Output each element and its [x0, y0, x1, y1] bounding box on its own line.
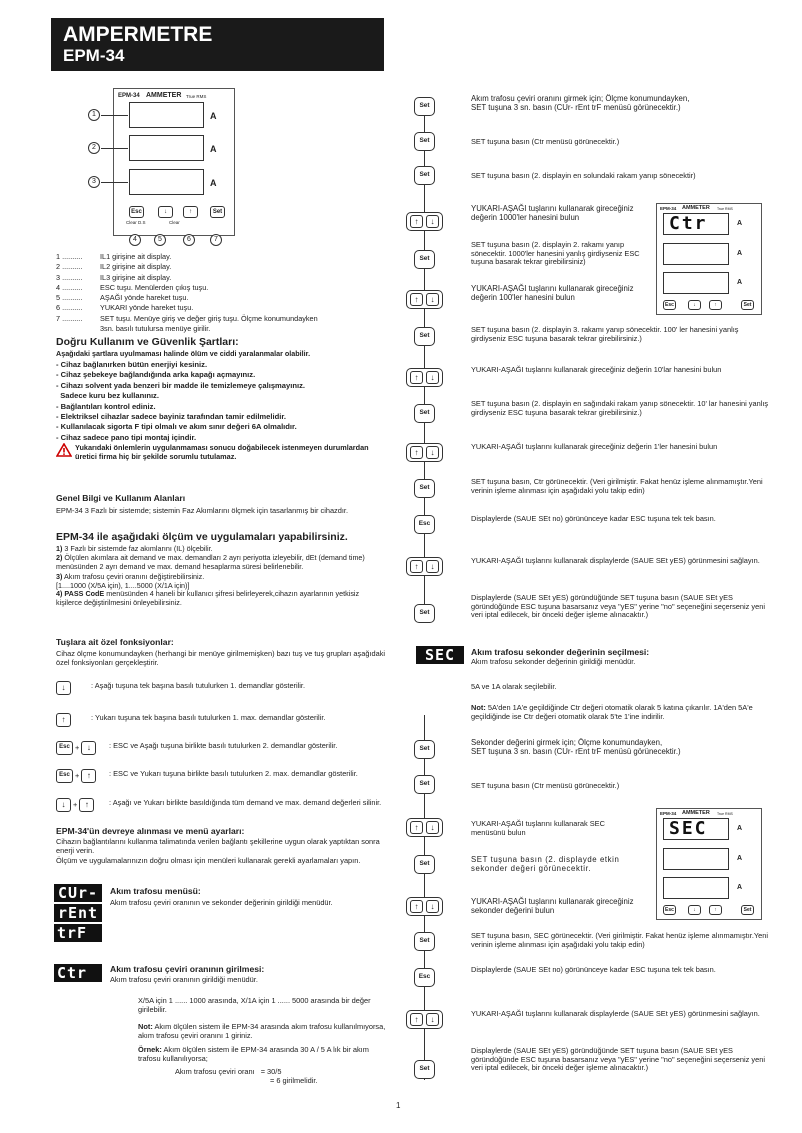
measure-list: 1) 3 Fazlı bir sistemde faz akımlarını (IL) ölçebilir. 2) Ölçülen akımlara ait demand ve max. demandları 2 ayrı periyotta izleyebilir, dEt (demand time) menüsünden 2 ayrı demand ve max. demand hesaplarma süresi belirlenebilir. 3) Akım trafosu çeviri oranını değiştirebilirsiniz. [1....1000 (X/5A için), 1....5000 (X/1A için)] 4) PASS CodE menüsünden 4 haneli bir kullanıcı şifresi belirleyerek,cihazın ayarlarının yetkisiz kişilerce değiştirilmesini önleyebilirsiniz.: [56, 544, 365, 607]
legend-item-cont: 3sn. basılı tutulursa menüye girilir.: [100, 324, 211, 334]
sec-step-text: YUKARI-AŞAĞI tuşlarını kullanarak SEC menüsünü bulun: [471, 819, 605, 837]
step-text: Displaylerde (SAUE SEt no) görününceye kadar ESC tuşuna tek tek basın.: [471, 514, 716, 523]
title-banner: [51, 18, 384, 71]
set-key[interactable]: Set: [210, 206, 225, 218]
legend-item: 1 .......... IL1 girişine ait display.: [56, 252, 172, 261]
menu-p2: Ölçüm ve uygulamalarınızın doğru olması için menüleri kullanarak gerekli ayarlamaları yapın.: [56, 856, 361, 865]
flow-updown-button: ↑ ↓: [406, 818, 443, 837]
sec-step-text: YUKARI-AŞAĞI tuşlarını kullanarak displaylerde (SAUE SEt yES) görünmesini sağlayın.: [471, 1009, 760, 1018]
flow-set-button: Set: [414, 604, 435, 623]
legend-list: [56, 252, 386, 334]
sec-step-text: Displaylerde (SAUE SEt no) görününceye kadar ESC tuşuna tek tek basın.: [471, 965, 716, 974]
callout-line-2: [101, 148, 128, 149]
legend-item: 5 .......... AŞAĞI yönde hareket tuşu.: [56, 293, 189, 303]
flow-set-button: Set: [414, 166, 435, 185]
up-key[interactable]: ↑: [183, 206, 198, 218]
ctr-ratio-example: Örnek: Akım ölçülen sistem ile EPM-34 arasında 30 A / 5 A lık bir akım trafosu kullanılıyorsa;: [138, 1045, 369, 1063]
key-row-up: ↑ : Yukarı tuşuna tek başına basılı tutulurken 1. max. demandlar gösterilir.: [56, 713, 386, 727]
device-sub: True RMS: [186, 94, 207, 99]
page-title: AMPERMETRE: [63, 23, 213, 46]
down-key[interactable]: ↓: [158, 206, 173, 218]
step-text: SET tuşuna basın (2. displayin 3. rakamı yanıp sönecektir. 100' ler hanesini yanlış girdiyseniz ESC tuşuna basarak tekrar girebilirsiniz.): [471, 325, 739, 343]
page-number: 1: [396, 1101, 401, 1110]
sec-step-text: SET tuşuna basın (Ctr menüsü görünecektir.): [471, 781, 620, 790]
ctr-ratio-text: Akım trafosu çeviri oranının girildiği menüdür.: [110, 975, 258, 984]
callout-6: 6: [183, 234, 195, 246]
keys-text: Cihaz ölçme konumundayken (herhangi bir menüye girilmemişken) bazı tuş ve tuş grupları aşağıdaki özel fonksiyonları gerçekleştirir.: [56, 649, 386, 667]
flow-set-button: Set: [414, 327, 435, 346]
flow-set-button: Set: [414, 404, 435, 423]
display-sec-text: SEC: [669, 818, 708, 839]
step-text: SET tuşuna basın (2. displayin en sağındaki rakam yanıp sönecektir. 10' lar hanesini yanlış girdiyseniz ESC tuşuna basarak tekrar girebilirsiniz.): [471, 399, 769, 417]
safety-intro: Aşağıdaki şartlara uyulmaması halinde ölüm ve ciddi yaralanmalar olabilir.: [56, 349, 311, 358]
step-text: YUKARI-AŞAĞI tuşlarını kullanarak gireceğiniz değerin 100'ler hanesini bulun: [471, 284, 634, 303]
display-3-unit: A: [210, 178, 217, 188]
sec-step-text: Displaylerde (SAUE SEt yES) göründüğünde SET tuşuna basın (SAUE SEt yES göründüğünde ESC tuşuna basarsanız veya "yES" yerine "no" seçeneğini seçerseniz yeni veri iptal edilecek, bir önceki değer işleme alınacaktır.): [471, 1046, 765, 1073]
up-arrow-icon: ↑: [56, 713, 71, 727]
flow-set-button: Set: [414, 479, 435, 498]
down-arrow-icon: ↓: [56, 798, 71, 812]
flow-updown-button: ↑ ↓: [406, 443, 443, 462]
ctr-ratio-formula: Akım trafosu çeviri oranı = 30/5 = 6 girilmelidir.: [175, 1067, 318, 1085]
flow-set-button: Set: [414, 132, 435, 151]
step-text: SET tuşuna basın (Ctr menüsü görünecektir.): [471, 137, 620, 146]
esc-key-icon: Esc: [56, 741, 73, 755]
key-row-down: ↓ : Aşağı tuşuna tek başına basılı tutulurken 1. demandlar gösterilir.: [56, 681, 386, 695]
sec-step-text: YUKARI-AŞAĞI tuşlarını kullanarak gireceğiniz sekonder değerini bulun: [471, 897, 634, 916]
menu-p1: Cihazın bağlantılarını kullanma talimatında verilen bağlantı şekillerine uygun olarak yaptıktan sonra enerji verin.: [56, 837, 380, 855]
up-arrow-icon: ↑: [81, 769, 96, 783]
step-text: Displaylerde (SAUE SEt yES) göründüğünde SET tuşuna basın (SAUE SEt yES göründüğünde ESC tuşuna basarsanız veya "yES" yerine "no" seçeneğini seçerseniz yeni veri iptal edilecek, bir önceki değer işleme alınacaktır.): [471, 593, 765, 620]
clear-ds-label: Clear D.S: [126, 220, 146, 225]
general-text: EPM-34 3 Fazlı bir sistemde; sistemin Faz Akımlarını ölçmek için tasarlanmış bir cihazdır.: [56, 506, 349, 515]
display-2: [129, 135, 204, 161]
flow-set-button: Set: [414, 97, 435, 116]
display-1-unit: A: [210, 111, 217, 121]
clear-label: Clear: [169, 220, 180, 225]
step-text: Akım trafosu çeviri oranını girmek için; Ölçme konumundayken, SET tuşuna 3 sn. basın (CUr- rEnt trF menüsü görünecektir.): [471, 94, 690, 113]
display-1: [129, 102, 204, 128]
flow-set-button: Set: [414, 775, 435, 794]
safety-warning: Yukarıdaki önlemlerin uygulanmaması sonucu doğabilecek istenmeyen durumlardan üretici firma hiç bir şekilde sorumlu tutulamaz.: [75, 443, 369, 461]
safety-item: - Kullanılacak sigorta F tipi olmalı ve akım sınır değeri 6A olmalıdır.: [56, 422, 297, 432]
callout-1: 1: [88, 109, 100, 121]
callout-5: 5: [154, 234, 166, 246]
safety-item: Sadece kuru bez kullanınız.: [56, 391, 159, 401]
callout-2: 2: [88, 142, 100, 154]
step-text: SET tuşuna basın, Ctr görünecektir. (Veri girilmiştir. Fakat henüz işleme alınmamıştır.Yeni verinin işleme alınması için aşağıdaki yolu takip edin): [471, 477, 763, 495]
segment-cur: CUr-: [54, 884, 102, 902]
safety-item: - Cihazı solvent yada benzeri bir madde ile temizlemeye çalışmayınız.: [56, 380, 305, 390]
step-text: YUKARI-AŞAĞI tuşlarını kullanarak gireceğiniz değerin 1'ler hanesini bulun: [471, 442, 718, 451]
flow-set-button: Set: [414, 855, 435, 874]
sec-step-text: Sekonder değerini girmek için; Ölçme konumundayken, SET tuşuna 3 sn. basın (CUr- rEnt trF menüsü görünecektir.): [471, 738, 681, 757]
device-name: AMMETER: [146, 92, 182, 99]
key-row-esc-up: Esc + ↑ : ESC ve Yukarı tuşuna birlikte basılı tutulurken 2. max. demandlar gösterilir.: [56, 769, 386, 783]
sec-title: Akım trafosu sekonder değerinin seçilmesi:: [471, 647, 650, 657]
sec-text: Akım trafosu sekonder değerinin girildiği menüdür.: [471, 657, 636, 666]
callout-4: 4: [129, 234, 141, 246]
callout-3: 3: [88, 176, 100, 188]
ctr-menu-title: Akım trafosu menüsü:: [110, 886, 201, 896]
segment-rent: rEnt: [54, 904, 102, 922]
sec-step-text: SET tuşuna basın (2. displayde etkin sekonder değeri görünecektir.: [471, 855, 620, 874]
legend-item: 7 .......... SET tuşu. Menüye giriş ve değer giriş tuşu. Ölçme konumundayken: [56, 313, 318, 323]
flow-esc-button: Esc: [414, 968, 435, 987]
safety-title: Doğru Kullanım ve Güvenlik Şartları:: [56, 336, 239, 348]
flow-updown-button: ↑ ↓: [406, 212, 443, 231]
step-text: YUKARI-AŞAĞI tuşlarını kullanarak gireceğiniz değerin 1000'ler hanesini bulun: [471, 204, 634, 223]
step-text: YUKARI-AŞAĞI tuşlarını kullanarak gireceğiniz değerin 10'lar hanesini bulun: [471, 365, 722, 374]
flow-updown-button: ↑ ↓: [406, 897, 443, 916]
flow-updown-button: ↑ ↓: [406, 290, 443, 309]
safety-item: - Cihaz bağlanırken bütün enerjiyi kesiniz.: [56, 360, 208, 369]
callout-line-1: [101, 115, 128, 116]
safety-list: [56, 360, 386, 443]
display-2-unit: A: [210, 144, 217, 154]
ctr-ratio-note: Not: Akım ölçülen sistem ile EPM-34 arasında akım trafosu kullanılmıyorsa, akım trafosu çeviri oranını 1 giriniz.: [138, 1022, 386, 1040]
flow-line-top: [424, 110, 425, 622]
flow-updown-button: ↑ ↓: [406, 557, 443, 576]
flow-set-button: Set: [414, 250, 435, 269]
device-model: EPM-34: [118, 93, 140, 99]
ctr-ratio-title: Akım trafosu çeviri oranının girilmesi:: [110, 964, 265, 974]
safety-item: - Elektriksel cihazlar sadece bayiniz tarafından tamir edilmelidir.: [56, 412, 287, 422]
callout-line-3: [101, 182, 128, 183]
legend-item: 4 .......... ESC tuşu. Menülerden çıkış tuşu.: [56, 282, 209, 292]
callout-7: 7: [210, 234, 222, 246]
up-arrow-icon: ↑: [79, 798, 94, 812]
ctr-menu-text: Akım trafosu çeviri oranının ve sekonder değerinin girildiği menüdür.: [110, 898, 333, 907]
general-title: Genel Bilgi ve Kullanım Alanları: [56, 493, 186, 503]
flow-set-button: Set: [414, 740, 435, 759]
key-row-down-up: ↓ + ↑ : Aşağı ve Yukarı birlikte basıldığında tüm demand ve max. demand değerleri silinir.: [56, 798, 386, 812]
page-model: EPM-34: [63, 46, 125, 65]
down-arrow-icon: ↓: [81, 741, 96, 755]
flow-set-button: Set: [414, 1060, 435, 1079]
legend-item: 3 .......... IL3 girişine ait display.: [56, 272, 172, 282]
display-ctr-text: Ctr: [669, 213, 708, 234]
flow-updown-button: ↑ ↓: [406, 1010, 443, 1029]
measure-title: EPM-34 ile aşağıdaki ölçüm ve uygulamaları yapabilirsiniz.: [56, 531, 348, 543]
flow-esc-button: Esc: [414, 515, 435, 534]
segment-ctr: Ctr: [54, 964, 102, 982]
esc-key[interactable]: Esc: [129, 206, 144, 218]
ctr-ratio-range: X/5A için 1 ...... 1000 arasında, X/1A için 1 ...... 5000 arasında bir değer girilebilir.: [138, 996, 371, 1014]
sec-note: Not: 5A'den 1A'e geçildiğinde Ctr değeri otomatik olarak 5 katına çıkarılır. 1A'den 5A'e geçildiğinde ise Ctr değeri otomatik olarak 5'te 1'ine indirilir.: [471, 703, 753, 721]
warning-icon: [56, 443, 72, 457]
sec-step-text: SET tuşuna basın, SEC görünecektir. (Veri girilmiştir. Fakat henüz işleme alınmamıştır.Yeni verinin işleme alınması için aşağıdaki yolu takip edin): [471, 931, 768, 949]
flow-updown-button: ↑ ↓: [406, 368, 443, 387]
mini-device-ctr: EPM-34 AMMETER True RMS Ctr A A A Esc ↓ ↑ Set: [656, 203, 762, 315]
step-text: YUKARI-AŞAĞI tuşlarını kullanarak displaylerde (SAUE SEt yES) görünmesini sağlayın.: [471, 556, 760, 565]
keys-title: Tuşlara ait özel fonksiyonlar:: [56, 637, 174, 647]
step-text: SET tuşuna basın (2. displayin 2. rakamı yanıp sönecektir. 1000'ler hanesini yanlış girdiyseniz ESC tuşuna basarak tekrar girebilirsiniz): [471, 240, 640, 267]
safety-item: - Cihaz sadece pano tipi montaj içindir.: [56, 432, 197, 442]
step-text: SET tuşuna basın (2. displayin en solundaki rakam yanıp sönecektir): [471, 171, 696, 180]
esc-key-icon: Esc: [56, 769, 73, 783]
safety-item: - Cihaz şebekeye bağlandığında arka kapağı açmayınız.: [56, 370, 256, 380]
mini-device-sec: EPM-34 AMMETER True RMS SEC A A A Esc ↓ ↑ Set: [656, 808, 762, 920]
flow-set-button: Set: [414, 932, 435, 951]
display-3: [129, 169, 204, 195]
device-front-panel: [113, 88, 235, 236]
sec-options: 5A ve 1A olarak seçilebilir.: [471, 682, 557, 691]
segment-sec: SEC: [416, 646, 464, 664]
down-arrow-icon: ↓: [56, 681, 71, 695]
segment-trf: trF: [54, 924, 102, 942]
safety-item: - Bağlantıları kontrol ediniz.: [56, 401, 156, 411]
legend-item: 2 .......... IL2 girişine ait display.: [56, 262, 172, 272]
menu-title: EPM-34'ün devreye alınması ve menü ayarları:: [56, 826, 245, 836]
legend-item: 6 .......... YUKARI yönde hareket tuşu.: [56, 303, 194, 313]
key-row-esc-down: Esc + ↓ : ESC ve Aşağı tuşuna birlikte basılı tutulurken 2. demandlar gösterilir.: [56, 741, 386, 755]
